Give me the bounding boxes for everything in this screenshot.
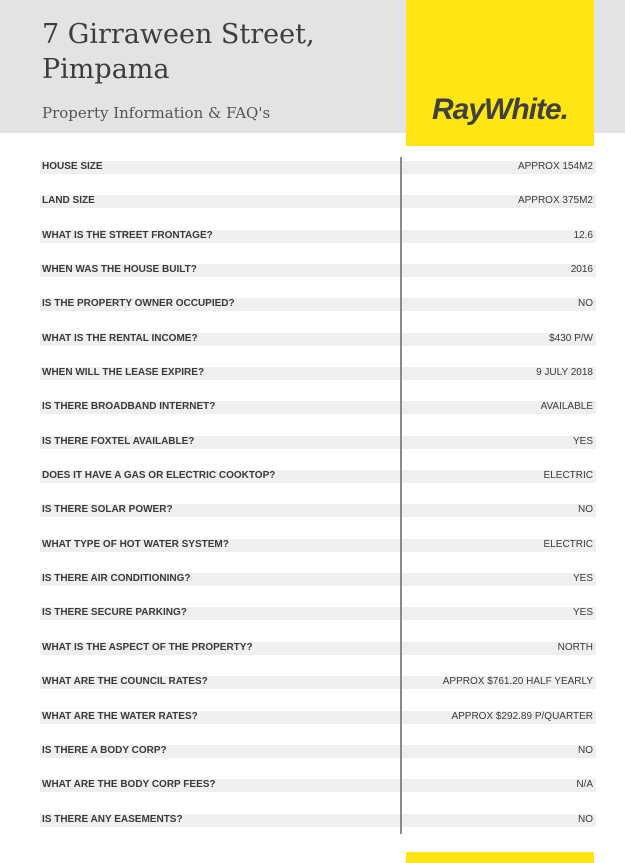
faq-row (40, 360, 596, 394)
faq-answer: NO (578, 504, 593, 516)
faq-answer: YES (572, 573, 593, 585)
faq-question: HOUSE SIZE (42, 161, 103, 172)
faq-question: WHAT IS THE ASPECT OF THE PROPERTY? (42, 641, 253, 653)
faq-row (40, 669, 596, 703)
faq-question: WHAT TYPE OF HOT WATER SYSTEM? (42, 538, 229, 550)
faq-question: IS THERE BROADBAND INTERNET? (42, 401, 216, 413)
faq-row (40, 772, 596, 806)
faq-answer: NO (578, 298, 593, 310)
faq-question: DOES IT HAVE A GAS OR ELECTRIC COOKTOP? (42, 470, 276, 482)
faq-question: LAND SIZE (42, 195, 95, 207)
faq-answer: N/A (576, 779, 593, 791)
brand-block (406, 0, 594, 146)
faq-answer: YES (572, 607, 593, 619)
faq-row (40, 600, 596, 634)
faq-row (40, 566, 596, 600)
faq-question: IS THERE AIR CONDITIONING? (42, 573, 191, 585)
faq-answer: APPROX 375M2 (517, 195, 593, 207)
faq-answer: APPROX $761.20 HALF YEARLY (442, 676, 593, 688)
faq-question: WHEN WAS THE HOUSE BUILT? (42, 264, 197, 276)
faq-row (40, 429, 596, 463)
faq-question: IS THERE A BODY CORP? (42, 744, 167, 756)
faq-row (40, 154, 596, 188)
faq-row (40, 326, 596, 360)
faq-question: IS THE PROPERTY OWNER OCCUPIED? (42, 298, 235, 310)
faq-question: WHAT IS THE RENTAL INCOME? (42, 332, 198, 344)
column-divider (400, 157, 402, 834)
faq-answer: 9 JULY 2018 (536, 367, 593, 379)
faq-row (40, 257, 596, 291)
brand-footer-bar (406, 852, 594, 863)
faq-answer: AVAILABLE (540, 401, 593, 413)
faq-answer: APPROX $292.89 P/QUARTER (451, 710, 593, 722)
faq-row (40, 223, 596, 257)
row-stripe (40, 195, 596, 208)
faq-answer: YES (572, 435, 593, 447)
brand-name: RayWhite (431, 93, 561, 126)
faq-row (40, 704, 596, 738)
faq-row (40, 497, 596, 531)
faq-question: IS THERE ANY EASEMENTS? (42, 813, 183, 825)
faq-answer: ELECTRIC (543, 538, 593, 550)
faq-answer: $430 P/W (549, 332, 593, 344)
faq-question: WHAT ARE THE WATER RATES? (42, 710, 198, 722)
ray-white-logo (406, 92, 594, 128)
faq-question: WHAT ARE THE COUNCIL RATES? (42, 676, 208, 688)
faq-question: WHEN WILL THE LEASE EXPIRE? (42, 367, 205, 379)
faq-question: IS THERE SECURE PARKING? (42, 607, 187, 619)
faq-question: IS THERE FOXTEL AVAILABLE? (42, 435, 195, 447)
faq-row (40, 463, 596, 497)
faq-table (40, 154, 596, 841)
page-subtitle: Property Information & FAQ's (42, 104, 271, 122)
faq-row (40, 807, 596, 841)
faq-row (40, 188, 596, 222)
faq-row (40, 291, 596, 325)
page-title: 7 Girraween Street, Pimpama (42, 19, 315, 85)
faq-answer: NO (578, 813, 593, 825)
faq-question: WHAT ARE THE BODY CORP FEES? (42, 779, 216, 791)
faq-row (40, 738, 596, 772)
faq-answer: ELECTRIC (543, 470, 593, 482)
logo-dot-icon: . (560, 93, 569, 126)
faq-answer: 12.6 (573, 229, 593, 241)
faq-question: WHAT IS THE STREET FRONTAGE? (42, 229, 213, 241)
faq-question: IS THERE SOLAR POWER? (42, 504, 173, 516)
faq-answer: NO (578, 744, 593, 756)
row-stripe (40, 161, 596, 174)
faq-row (40, 635, 596, 669)
faq-answer: APPROX 154M2 (517, 161, 593, 172)
faq-answer: NORTH (557, 641, 593, 653)
faq-row (40, 532, 596, 566)
faq-answer: 2016 (570, 264, 593, 276)
faq-row (40, 394, 596, 428)
